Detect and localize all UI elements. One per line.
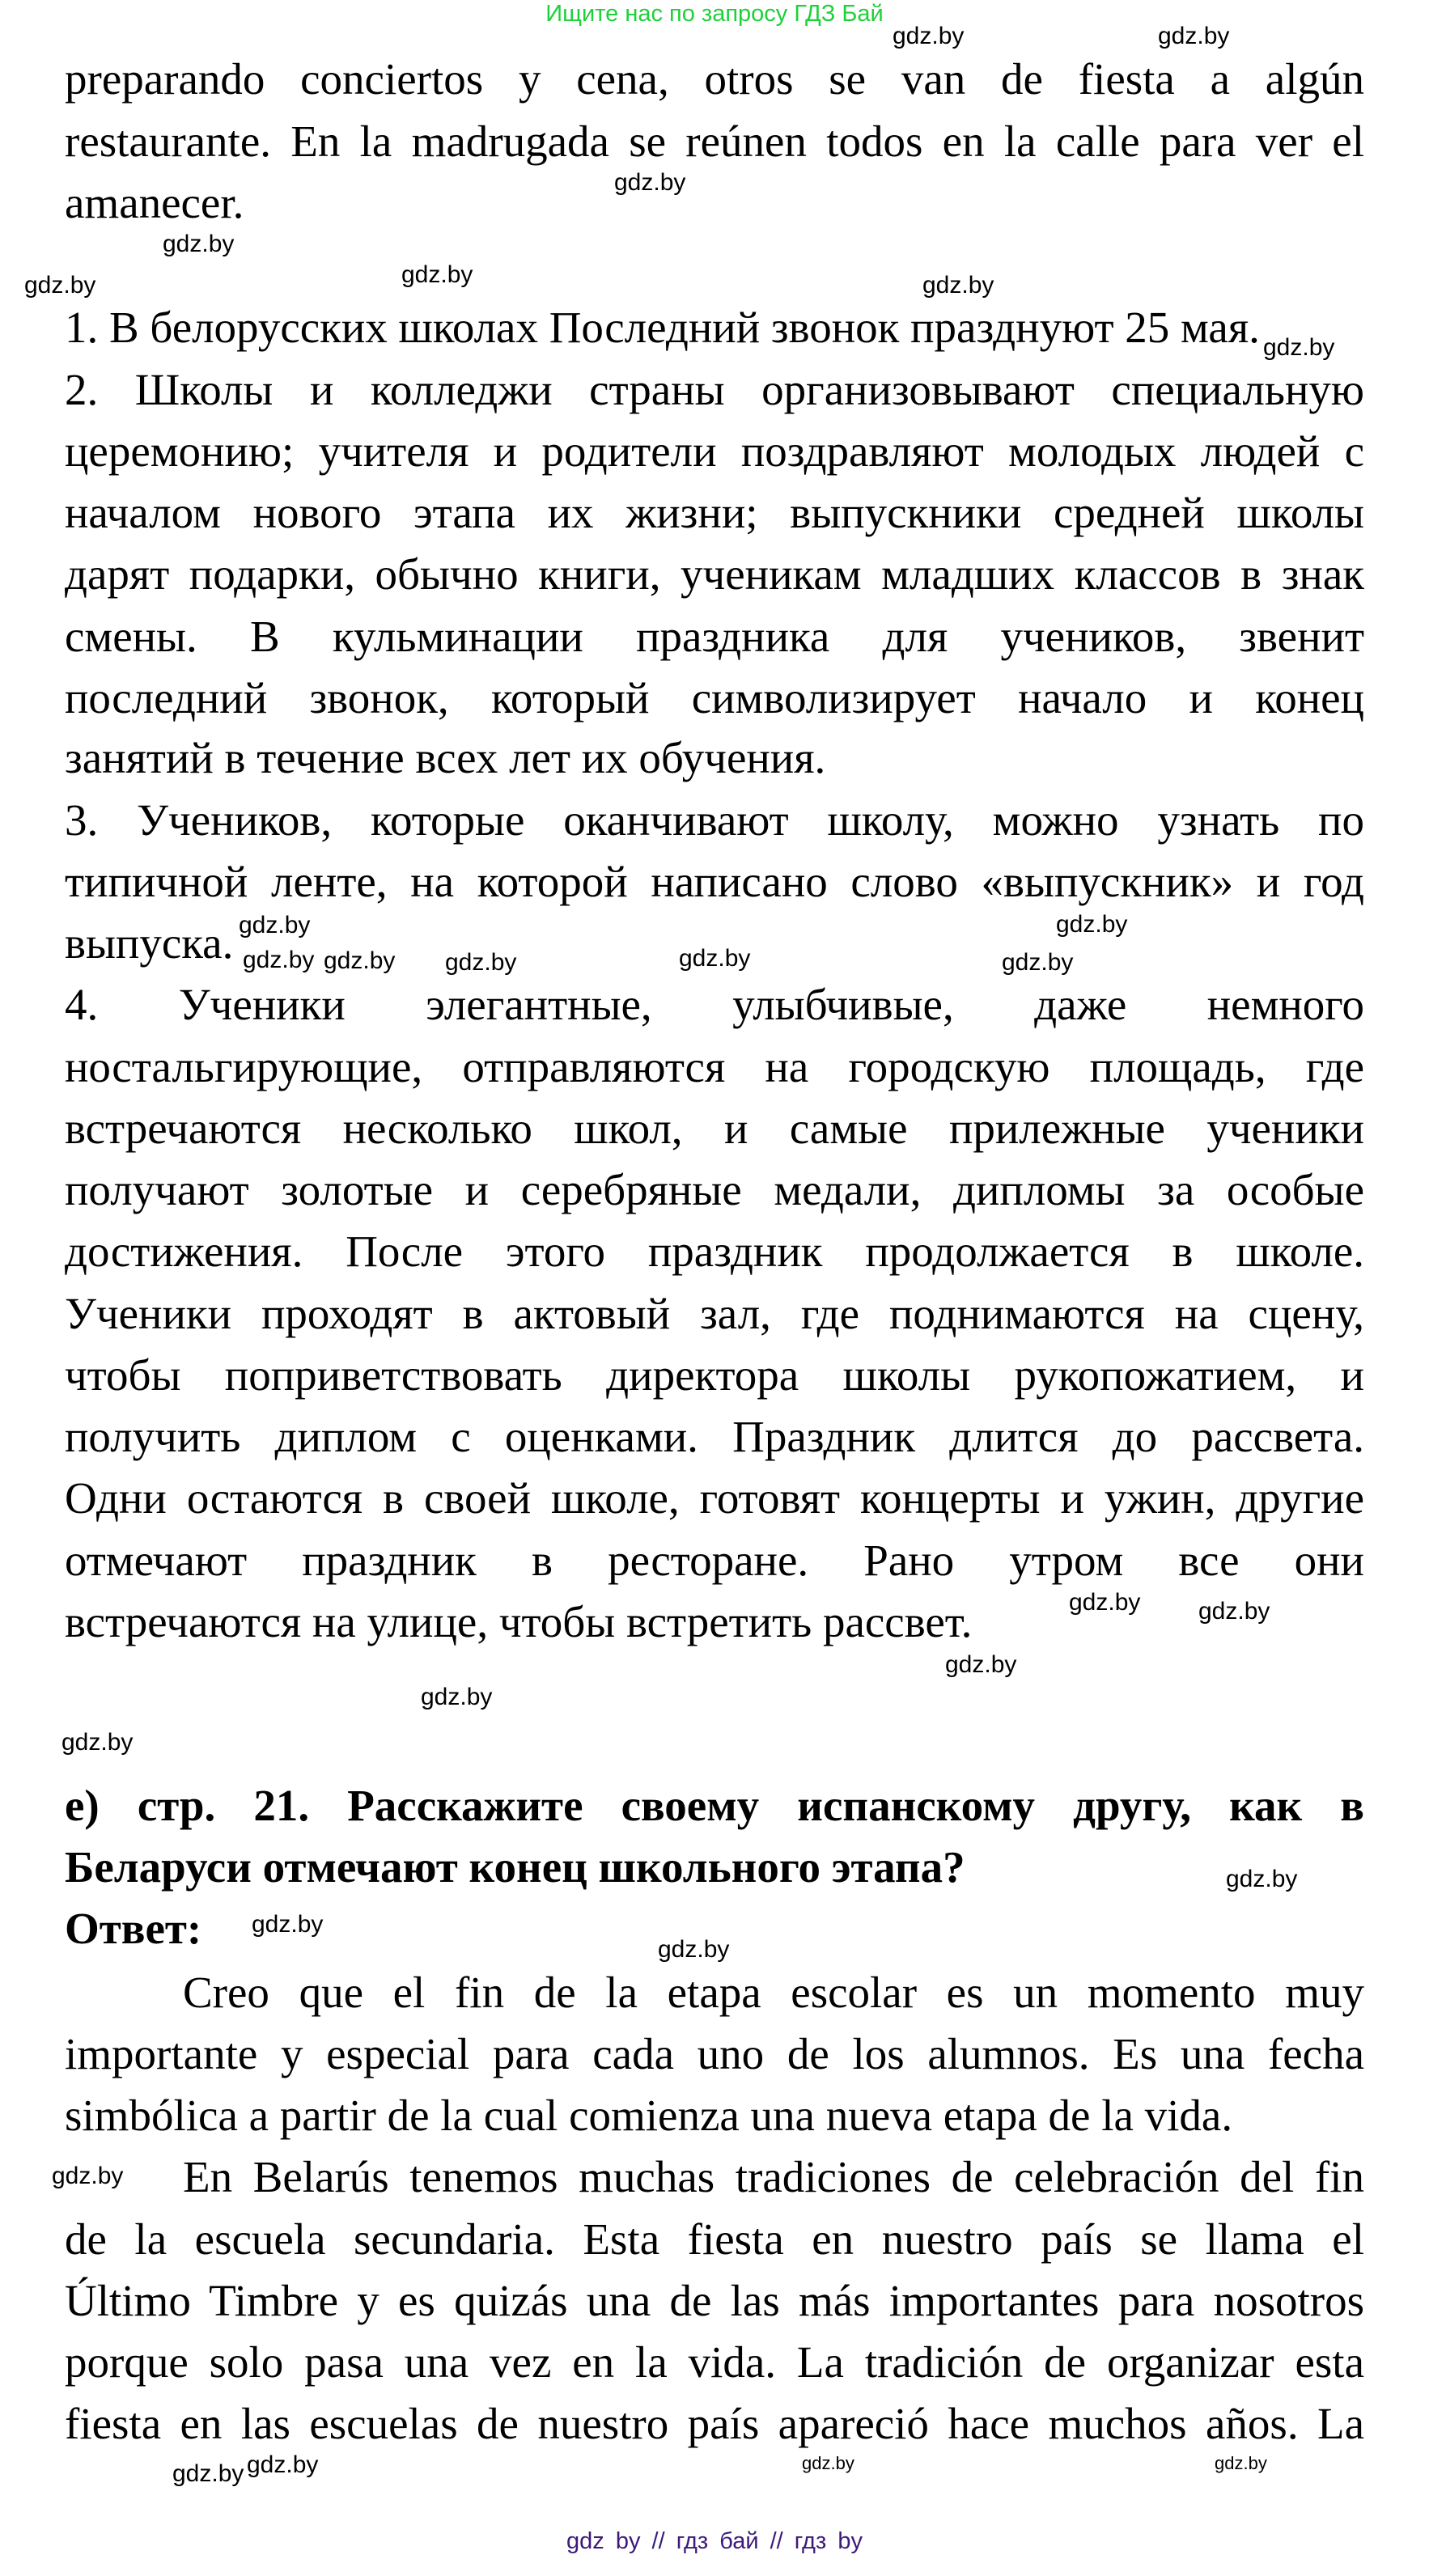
- watermark-text: gdz.by: [324, 947, 396, 974]
- text-line: Одни остаются в своей школе, готовят концерты и ужин, другие: [65, 1473, 1364, 1523]
- text-line: 2. Школы и колледжи страны организовывают специальную: [65, 365, 1364, 414]
- task-heading: Беларуси отмечают конец школьного этапа?: [65, 1842, 965, 1892]
- text-line: началом нового этапа их жизни; выпускники средней школы: [65, 488, 1364, 537]
- text-line: смены. В кульминации праздника для учеников, звенит: [65, 612, 1364, 661]
- watermark-text: gdz.by: [1263, 334, 1335, 361]
- text-line: restaurante. En la madrugada se reúnen todos en la calle para ver el: [65, 117, 1364, 166]
- text-line: En Belarús tenemos muchas tradiciones de celebración del fin: [183, 2152, 1364, 2201]
- text-line: отмечают праздник в ресторане. Рано утром все они: [65, 1536, 1364, 1585]
- watermark-text: gdz.by: [614, 169, 686, 196]
- text-line: importante y especial para cada uno de los alumnos. Es una fecha: [65, 2029, 1364, 2078]
- text-line: de la escuela secundaria. Esta fiesta en nuestro país se llama el: [65, 2214, 1364, 2264]
- watermark-text: gdz.by: [252, 1911, 324, 1938]
- answer-label: Ответ:: [65, 1904, 202, 1953]
- text-line: достижения. После этого праздник продолжается в школе.: [65, 1227, 1364, 1276]
- watermark-text: gdz.by: [163, 231, 235, 257]
- text-line: встречаются несколько школ, и самые прилежные ученики: [65, 1104, 1364, 1153]
- text-line: встречаются на улице, чтобы встретить рассвет.: [65, 1597, 973, 1646]
- watermark-text: gdz.by: [445, 949, 517, 976]
- text-line: fiesta en las escuelas de nuestro país apareció hace muchos años. La: [65, 2399, 1364, 2448]
- text-line: выпуска.: [65, 918, 234, 968]
- text-line: amanecer.: [65, 178, 244, 227]
- text-line: preparando conciertos y cena, otros se van de fiesta a algún: [65, 54, 1364, 104]
- watermark-text: gdz.by: [61, 1729, 134, 1756]
- watermark-text: gdz.by: [239, 912, 311, 938]
- text-line: церемонию; учителя и родители поздравляют молодых людей с: [65, 426, 1364, 476]
- watermark-text: gdz.by: [1056, 911, 1128, 938]
- watermark-text: gdz.by: [945, 1651, 1017, 1678]
- watermark-text: gdz.by: [893, 23, 965, 49]
- text-line: получить диплом с оценками. Праздник длится до рассвета.: [65, 1412, 1364, 1461]
- watermark-text: gdz.by: [658, 1936, 730, 1963]
- text-line: Ученики проходят в актовый зал, где поднимаются на сцену,: [65, 1289, 1364, 1338]
- text-line: чтобы поприветствовать директора школы рукопожатием, и: [65, 1350, 1364, 1400]
- watermark-text: gdz.by: [421, 1684, 493, 1710]
- text-line: 3. Учеников, которые оканчивают школу, можно узнать по: [65, 795, 1364, 845]
- text-line: simbólica a partir de la cual comienza una nueva etapa de la vida.: [65, 2091, 1233, 2140]
- watermark-text: gdz.by: [1215, 2453, 1267, 2473]
- text-line: типичной ленте, на которой написано слово «выпускник» и год: [65, 857, 1364, 906]
- text-line: 4. Ученики элегантные, улыбчивые, даже немного: [65, 980, 1364, 1029]
- watermark-text: gdz.by: [401, 261, 473, 288]
- footer-banner: gdz by // гдз бай // гдз by: [566, 2528, 863, 2554]
- text-line: Último Timbre y es quizás una de las más importantes para nosotros: [65, 2276, 1364, 2325]
- watermark-text: gdz.by: [802, 2453, 854, 2473]
- text-line: занятий в течение всех лет их обучения.: [65, 733, 826, 782]
- watermark-text: gdz.by: [679, 945, 751, 972]
- watermark-text: gdz.by: [1158, 23, 1230, 49]
- text-line: Creo que el fin de la etapa escolar es un momento muy: [183, 1968, 1364, 2017]
- text-line: ностальгирующие, отправляются на городскую площадь, где: [65, 1042, 1364, 1091]
- watermark-text: gdz.by: [922, 272, 994, 299]
- text-line: получают золотые и серебряные медали, дипломы за особые: [65, 1165, 1364, 1214]
- text-line: porque solo pasa una vez en la vida. La tradición de organizar esta: [65, 2337, 1364, 2387]
- header-banner: Ищите нас по запросу ГДЗ Бай: [545, 1, 884, 27]
- watermark-text: gdz.by: [52, 2163, 124, 2189]
- watermark-text: gdz.by: [243, 947, 315, 973]
- text-line: последний звонок, который символизирует начало и конец: [65, 673, 1364, 722]
- watermark-text: gdz.by: [172, 2460, 244, 2487]
- watermark-text: gdz.by: [247, 2451, 319, 2478]
- watermark-text: gdz.by: [1198, 1598, 1270, 1625]
- watermark-text: gdz.by: [1069, 1589, 1141, 1616]
- task-heading: e) стр. 21. Расскажите своему испанскому другу, как в: [65, 1781, 1364, 1830]
- watermark-text: gdz.by: [24, 272, 96, 299]
- text-line: 1. В белорусских школах Последний звонок празднуют 25 мая.: [65, 303, 1260, 352]
- watermark-text: gdz.by: [1002, 949, 1074, 976]
- text-line: дарят подарки, обычно книги, ученикам младших классов в знак: [65, 549, 1364, 599]
- watermark-text: gdz.by: [1226, 1866, 1298, 1892]
